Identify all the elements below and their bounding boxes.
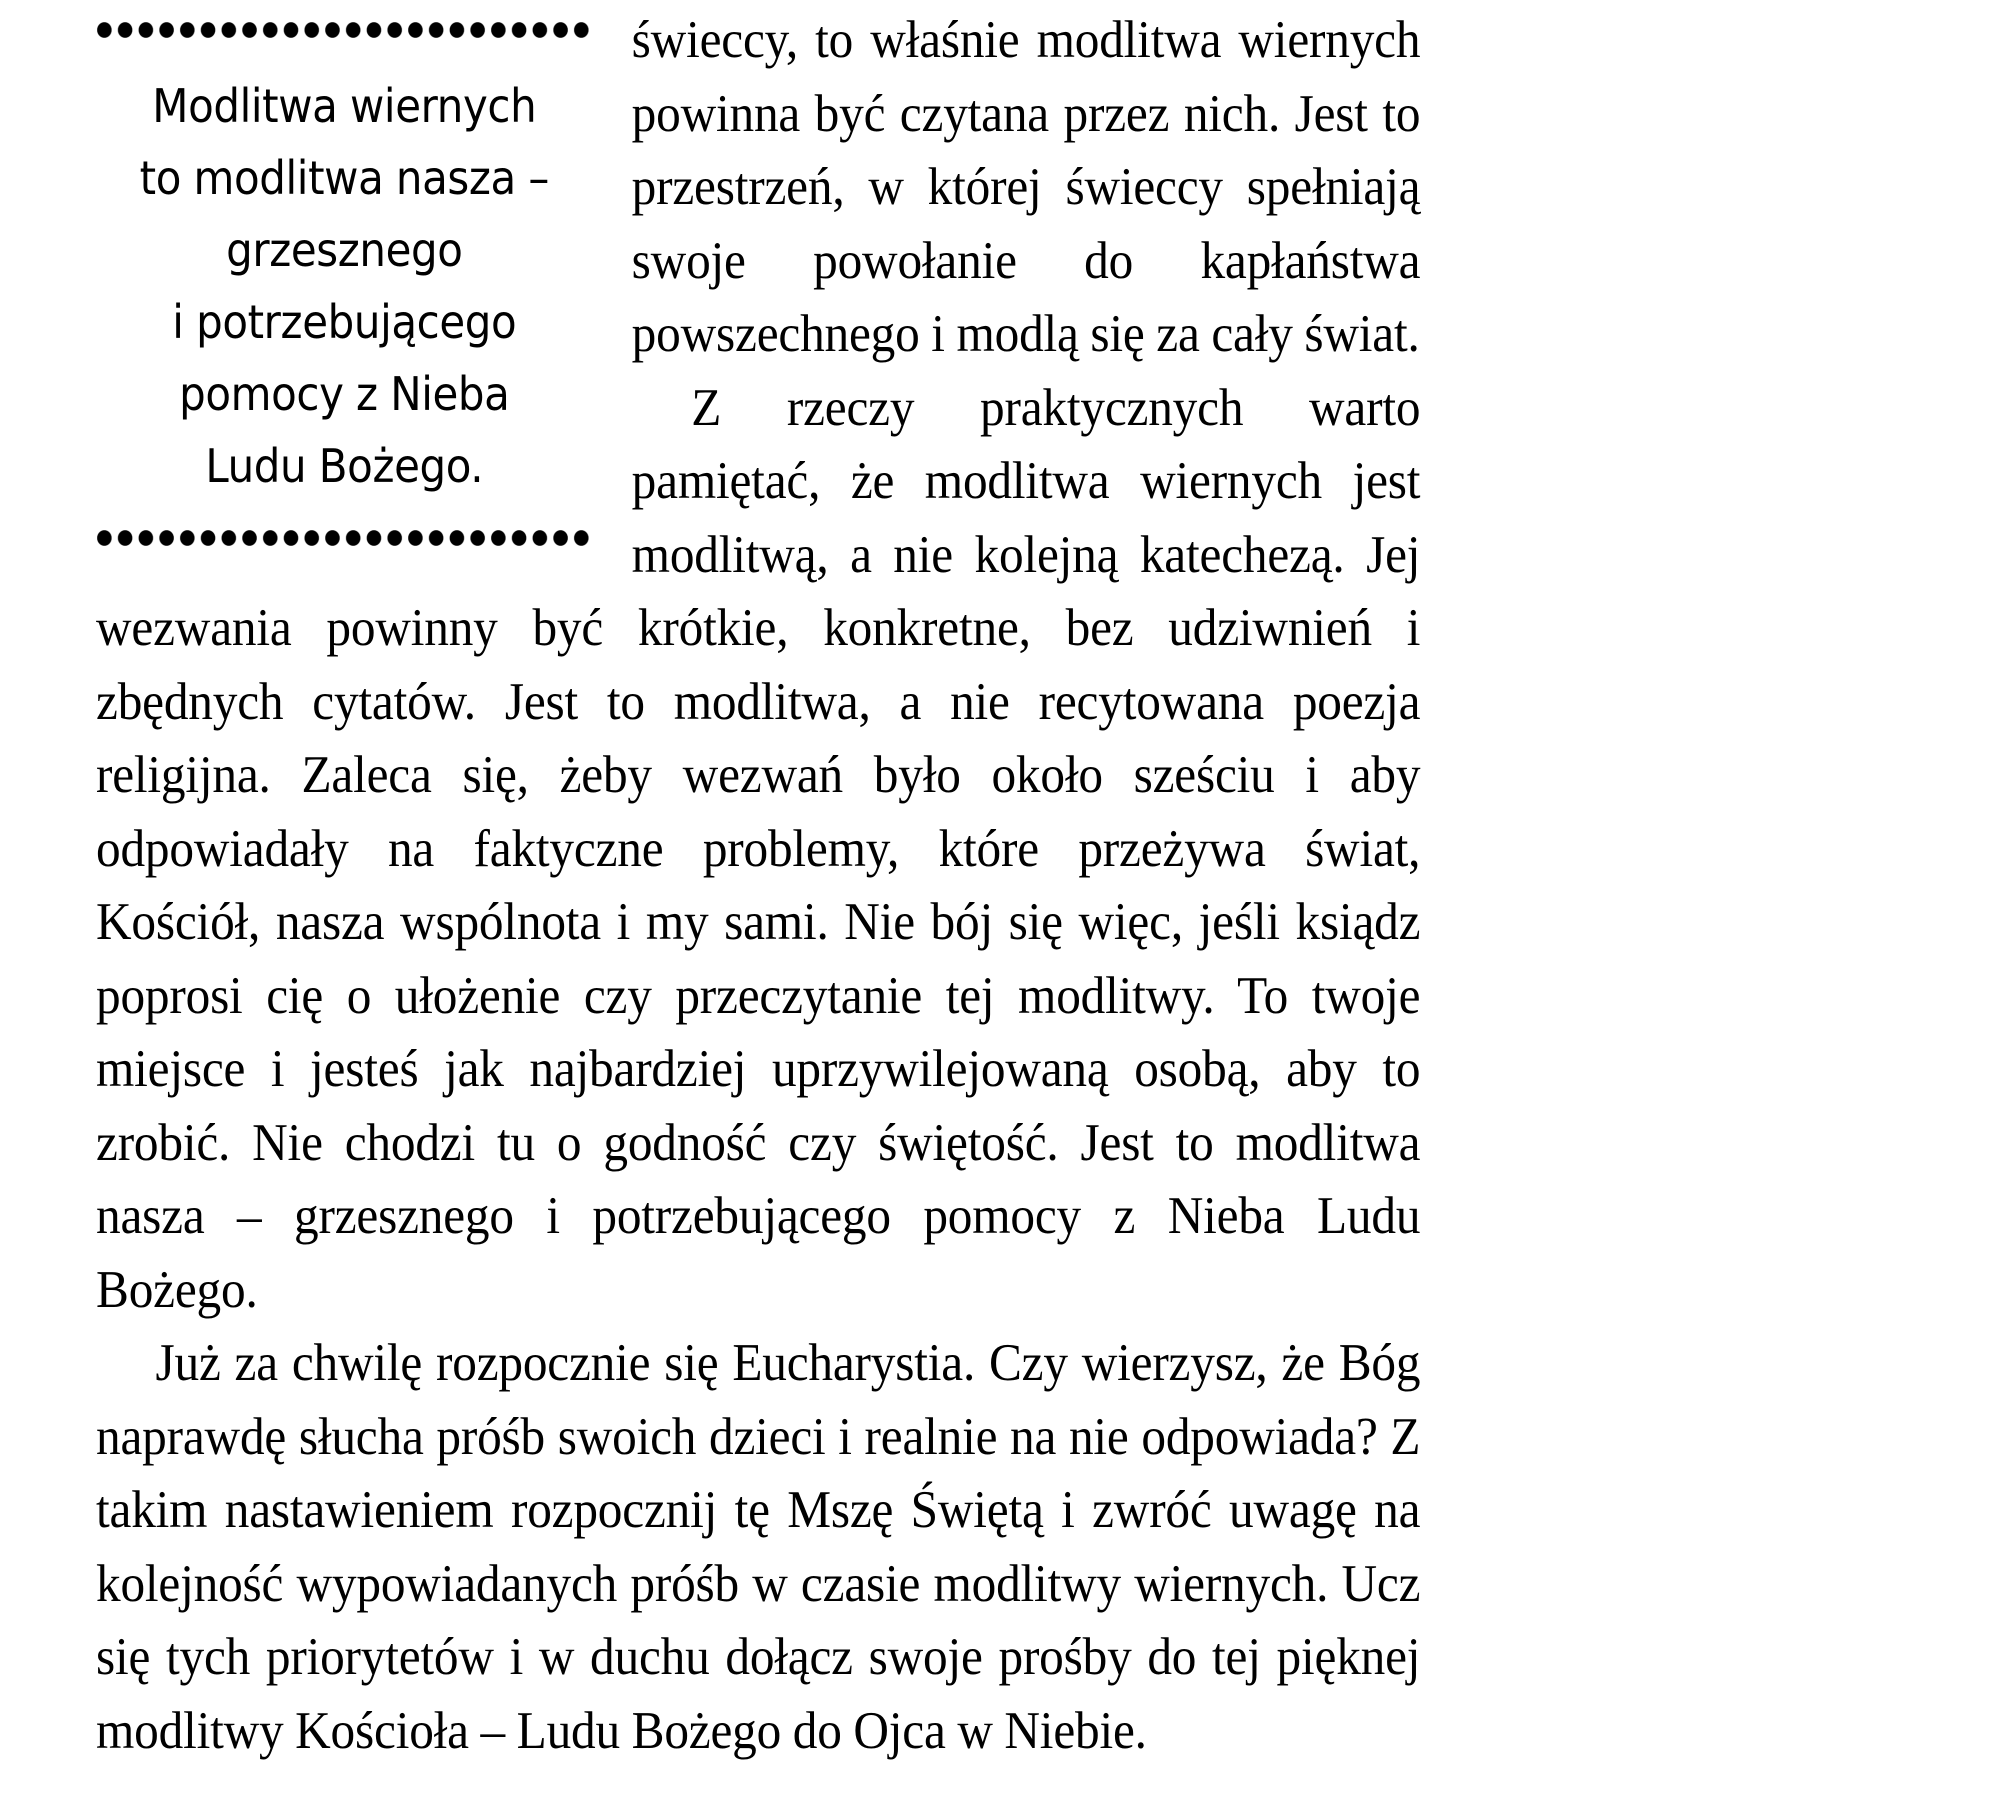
pullquote-line-6: Ludu Bożego. (205, 439, 484, 493)
body-text-column (96, 4, 1420, 1768)
pullquote-line-1: Modlitwa wiernych (152, 79, 537, 133)
body-paragraph-3: Już za chwilę rozpocznie się Eucharystia. Czy wierzysz, że Bóg naprawdę słucha próśb swoich dzieci i realnie na nie odpowiada? Z takim nastawieniem rozpocznij tę Mszę Świętą i zwróć uwagę na kolejność wypowiadanych próśb w czasie modlitwy wiernych. Ucz się tych priorytetów i w duchu dołącz swoje prośby do tej pięknej modlitwy Kościoła – Ludu Bożego do Ojca w Niebie. (96, 1334, 1421, 1760)
pullquote-top-dotted-rule (96, 10, 593, 50)
pullquote-box (96, 10, 593, 558)
body-paragraph-1: świeccy, to właśnie modlitwa wiernych powinna być czytana przez nich. Jest to przestrzeń, w której świeccy spełniają swoje powołanie do kapłaństwa powszechnego i modlą się za cały świat. (631, 11, 1421, 363)
pullquote-line-5: pomocy z Nieba (179, 367, 510, 421)
pullquote-line-3: grzesznego (226, 223, 463, 277)
pullquote-bottom-dotted-rule (96, 518, 593, 558)
pullquote-line-4: i potrzebującego (172, 295, 517, 349)
body-paragraph-2: Z rzeczy praktycznych warto pamiętać, że modlitwa wiernych jest modlitwą, a nie kolejną katechezą. Jej wezwania powinny być krótkie, konkretne, bez udziwnień i zbędnych cytatów. Jest to modlitwa, a nie recytowana poezja religijna. Zaleca się, żeby wezwań było około sześciu i aby odpowiadały na faktyczne problemy, które przeżywa świat, Kościół, nasza wspólnota i my sami. Nie bój się więc, jeśli ksiądz poprosi cię o ułożenie czy przeczytanie tej modlitwy. To twoje miejsce i jesteś jak najbardziej uprzywilejowaną osobą, aby to zrobić. Nie chodzi tu o godność czy świętość. Jest to modlitwa nasza – grzesznego i potrzebującego pomocy z Nieba Ludu Bożego. (96, 378, 1421, 1319)
pullquote-text (101, 70, 588, 502)
pullquote-line-2: to modlitwa nasza – (139, 151, 549, 205)
